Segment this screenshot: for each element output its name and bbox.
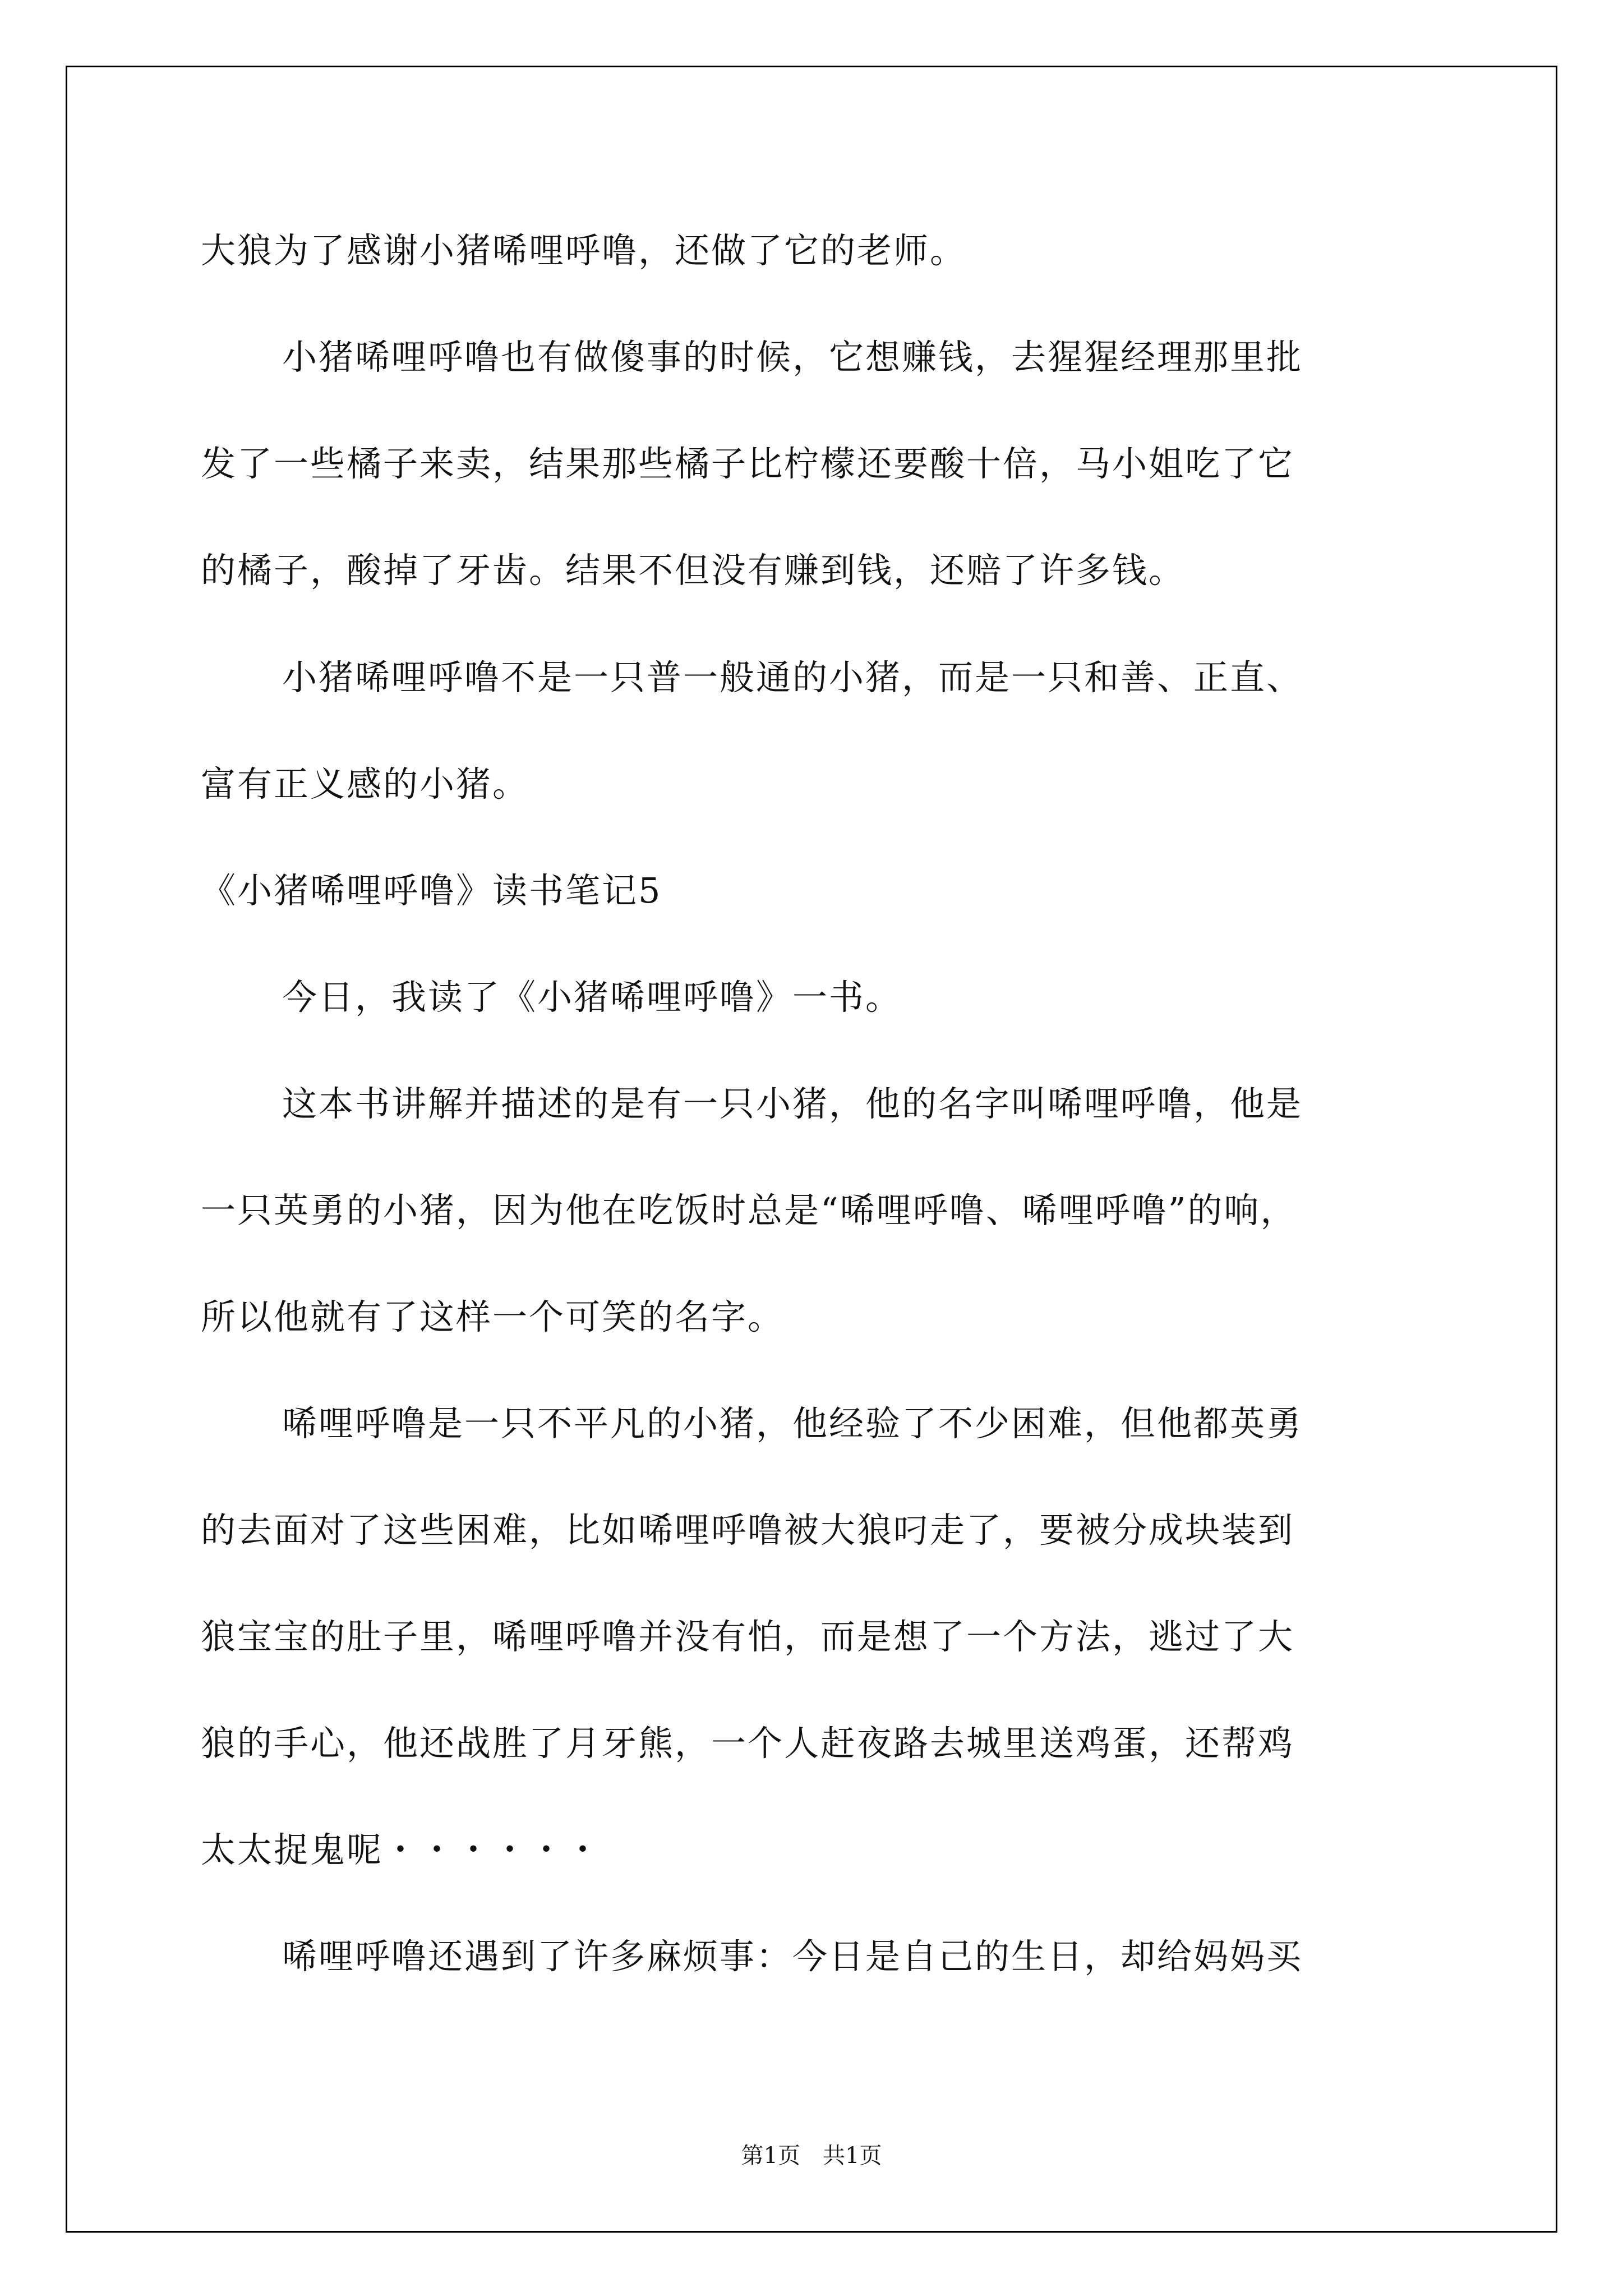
paragraph-line: 今日，我读了《小猪唏哩呼噜》一书。 (282, 977, 902, 1018)
paragraph-line: 的橘子，酸掉了牙齿。结果不但没有赚到钱，还赔了许多钱。 (201, 550, 1186, 591)
paragraph-line: 的去面对了这些困难，比如唏哩呼噜被大狼叼走了，要被分成块装到 (201, 1510, 1295, 1550)
paragraph-line: 唏哩呼噜还遇到了许多麻烦事：今日是自己的生日，却给妈妈买 (282, 1936, 1303, 1977)
paragraph-line: 小猪唏哩呼噜也有做傻事的时候，它想赚钱，去猩猩经理那里批 (282, 337, 1303, 378)
page-border (66, 66, 1557, 2233)
paragraph-line: 一只英勇的小猪，因为他在吃饭时总是“唏哩呼噜、唏哩呼噜”的响， (201, 1190, 1297, 1231)
paragraph-line: 所以他就有了这样一个可笑的名字。 (201, 1296, 785, 1337)
paragraph-line: 富有正义感的小猪。 (201, 763, 529, 804)
paragraph-line: 这本书讲解并描述的是有一只小猪，他的名字叫唏哩呼噜，他是 (282, 1083, 1303, 1124)
section-heading: 《小猪唏哩呼噜》读书笔记5 (201, 870, 662, 911)
paragraph-line: 大狼为了感谢小猪唏哩呼噜，还做了它的老师。 (201, 230, 967, 271)
paragraph-line: 狼的手心，他还战胜了月牙熊，一个人赶夜路去城里送鸡蛋，还帮鸡 (201, 1723, 1295, 1764)
paragraph-line: 唏哩呼噜是一只不平凡的小猪，他经验了不少困难，但他都英勇 (282, 1403, 1303, 1444)
paragraph-line: 发了一些橘子来卖，结果那些橘子比柠檬还要酸十倍，马小姐吃了它 (201, 443, 1295, 484)
paragraph-line: 狼宝宝的肚子里，唏哩呼噜并没有怕，而是想了一个方法，逃过了大 (201, 1616, 1295, 1657)
paragraph-line: 太太捉鬼呢・・・・・・ (201, 1829, 602, 1870)
paragraph-line: 小猪唏哩呼噜不是一只普一般通的小猪，而是一只和善、正直、 (282, 657, 1303, 698)
page-number-footer: 第1页 共1页 (741, 2143, 882, 2169)
